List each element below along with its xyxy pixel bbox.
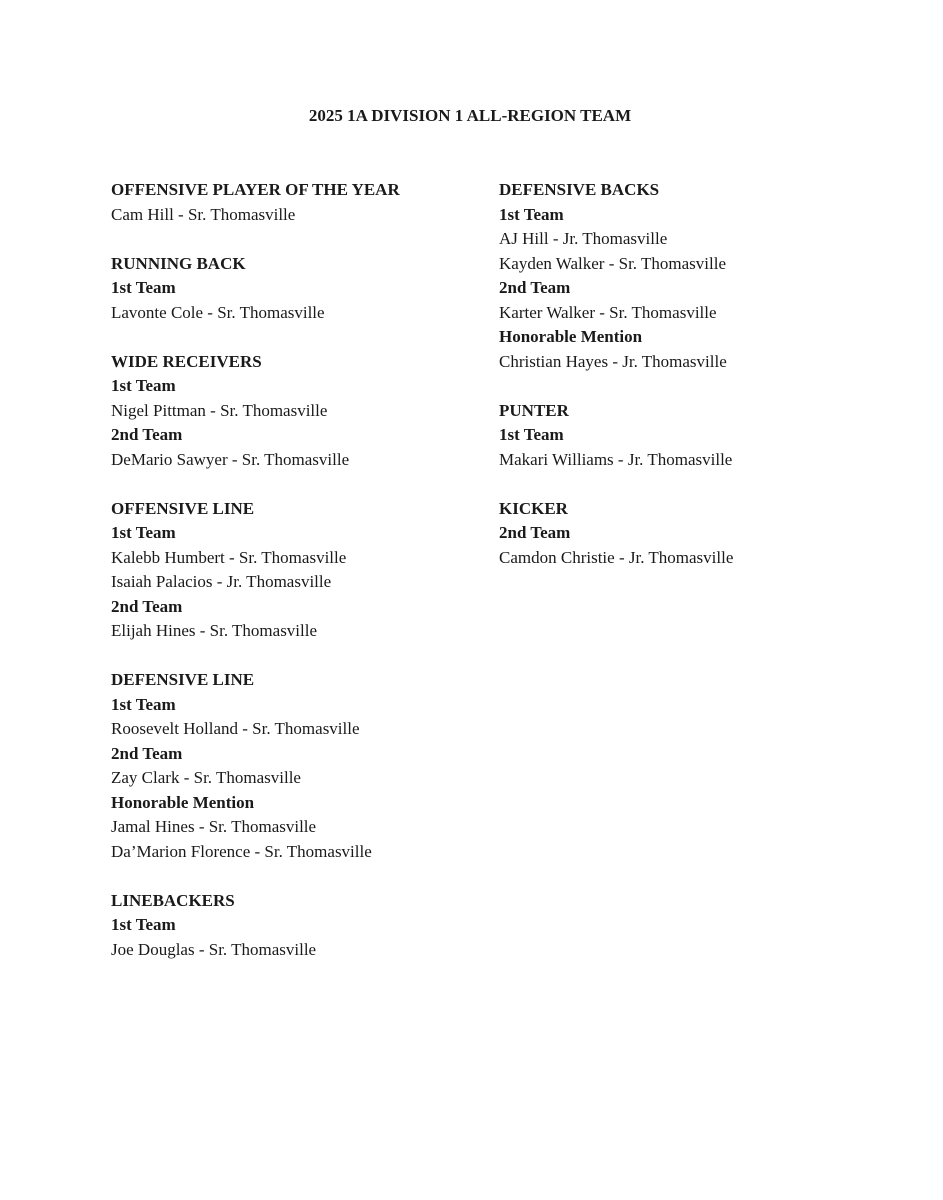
player-entry: Karter Walker - Sr. Thomasville bbox=[499, 302, 717, 322]
player-entry: Camdon Christie - Jr. Thomasville bbox=[499, 547, 734, 567]
right-column bbox=[499, 178, 899, 595]
player-entry: AJ Hill - Jr. Thomasville bbox=[499, 229, 668, 248]
player-entry: Christian Hayes - Jr. Thomasville bbox=[499, 351, 727, 371]
player-entry: Da’Marion Florence - Sr. Thomasville bbox=[111, 841, 372, 861]
player-entry: Elijah Hines - Sr. Thomasville bbox=[111, 621, 318, 640]
section-heading: WIDE RECEIVERS bbox=[111, 351, 262, 371]
player-entry: DeMario Sawyer - Sr. Thomasville bbox=[111, 449, 350, 469]
player-entry: Nigel Pittman - Sr. Thomasville bbox=[111, 400, 328, 420]
player-entry: Lavonte Cole - Sr. Thomasville bbox=[111, 302, 325, 322]
player-entry: Joe Douglas - Sr. Thomasville bbox=[111, 939, 317, 959]
team-label: 1st Team bbox=[499, 425, 564, 444]
section-heading: KICKER bbox=[499, 498, 568, 518]
team-label: 1st Team bbox=[111, 915, 176, 934]
player-entry: Kayden Walker - Sr. Thomasville bbox=[499, 253, 726, 273]
section-heading: RUNNING BACK bbox=[111, 253, 246, 273]
team-label: 1st Team bbox=[111, 694, 176, 714]
team-label: 2nd Team bbox=[111, 596, 183, 616]
section-linebackers bbox=[111, 889, 481, 963]
team-label: 2nd Team bbox=[499, 523, 571, 542]
section-heading: LINEBACKERS bbox=[111, 890, 235, 910]
team-label: 1st Team bbox=[111, 523, 176, 542]
section-heading: PUNTER bbox=[499, 400, 569, 420]
page-title: 2025 1A DIVISION 1 ALL-REGION TEAM bbox=[308, 106, 632, 125]
player-entry: Roosevelt Holland - Sr. Thomasville bbox=[111, 719, 360, 738]
section-heading: OFFENSIVE LINE bbox=[111, 498, 255, 518]
section-running-back bbox=[111, 252, 481, 326]
section-heading: OFFENSIVE PLAYER OF THE YEAR bbox=[111, 180, 400, 199]
section-offensive-line bbox=[111, 497, 481, 644]
player-entry: Isaiah Palacios - Jr. Thomasville bbox=[111, 572, 332, 591]
section-kicker bbox=[499, 497, 899, 571]
section-heading: DEFENSIVE BACKS bbox=[499, 180, 660, 199]
team-label: 2nd Team bbox=[499, 278, 571, 297]
section-heading: DEFENSIVE LINE bbox=[111, 670, 255, 689]
team-label: Honorable Mention bbox=[499, 327, 643, 346]
section-wide-receivers bbox=[111, 350, 481, 473]
player-entry: Kalebb Humbert - Sr. Thomasville bbox=[111, 547, 347, 567]
player-entry: Cam Hill - Sr. Thomasville bbox=[111, 204, 296, 224]
team-label: 2nd Team bbox=[111, 425, 183, 444]
team-label: 2nd Team bbox=[111, 743, 183, 763]
section-defensive-backs bbox=[499, 178, 899, 374]
player-entry: Zay Clark - Sr. Thomasville bbox=[111, 768, 301, 787]
player-entry: Makari Williams - Jr. Thomasville bbox=[499, 449, 733, 469]
team-label: Honorable Mention bbox=[111, 792, 255, 812]
section-defensive-line bbox=[111, 668, 481, 864]
section-punter bbox=[499, 399, 899, 473]
left-column bbox=[111, 178, 481, 987]
player-entry: Jamal Hines - Sr. Thomasville bbox=[111, 817, 317, 836]
team-label: 1st Team bbox=[111, 376, 176, 395]
team-label: 1st Team bbox=[111, 278, 176, 297]
section-offensive-player-of-the-year bbox=[111, 178, 481, 227]
team-label: 1st Team bbox=[499, 204, 564, 224]
